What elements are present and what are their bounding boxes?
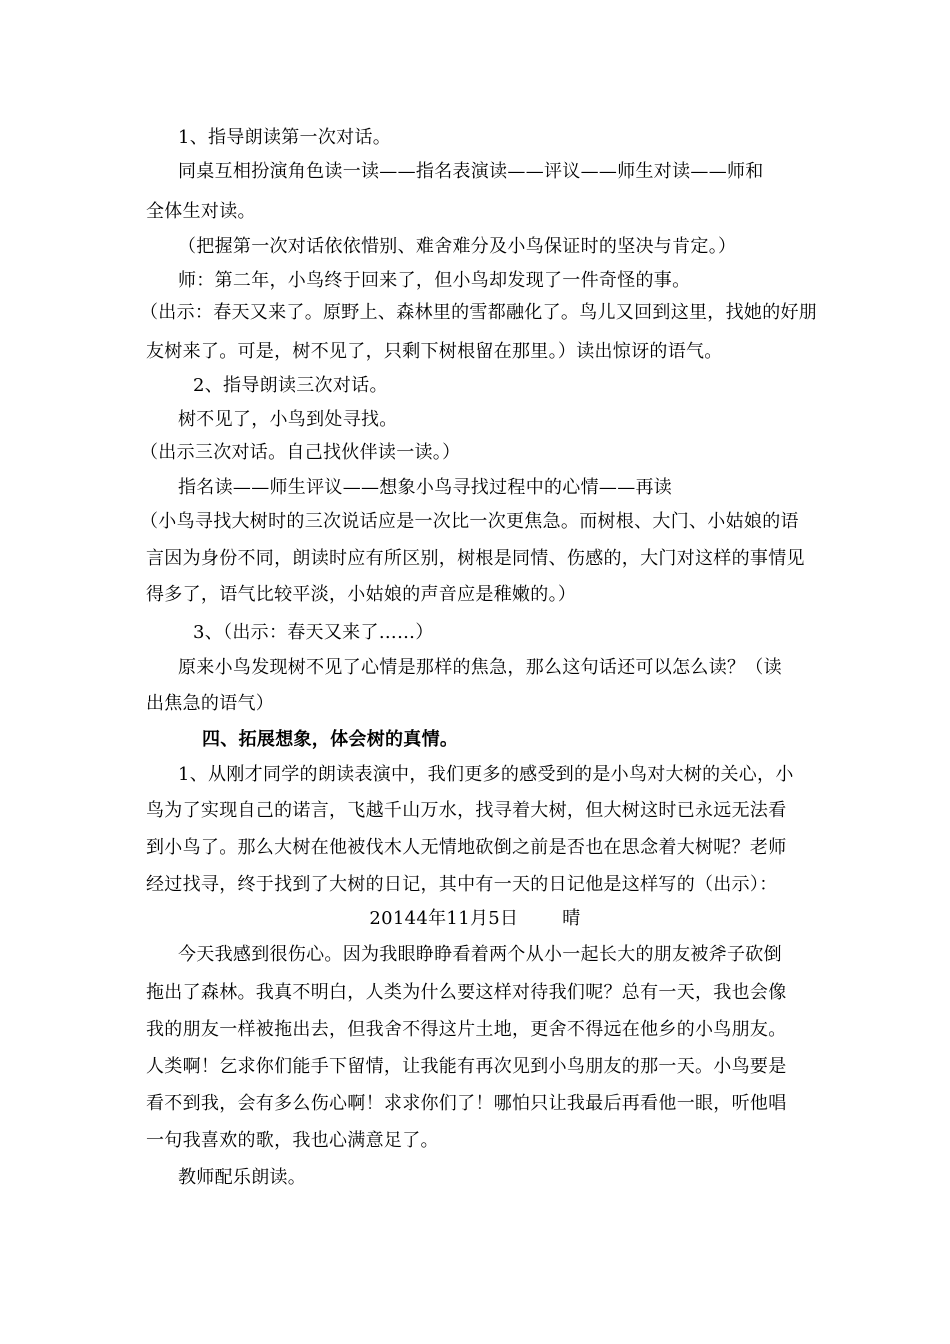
paragraph-line: 树不见了，小鸟到处寻找。: [178, 409, 398, 430]
diary-line: 一句我喜欢的歌，我也心满意足了。: [146, 1130, 439, 1151]
diary-line: 今天我感到很伤心。因为我眼睁睁看着两个从小一起长大的朋友被斧子砍倒: [178, 944, 782, 965]
diary-line: 拖出了森林。我真不明白，人类为什么要这样对待我们呢？总有一天，我也会像: [146, 982, 787, 1003]
paragraph-line: 同桌互相扮演角色读一读——指名表演读——评议——师生对读——师和: [178, 161, 764, 182]
paragraph-line: 1、从刚才同学的朗读表演中，我们更多的感受到的是小鸟对大树的关心，小: [178, 764, 794, 785]
step-1-heading: 1、指导朗读第一次对话。: [178, 127, 392, 148]
section-4-heading: 四、拓展想象，体会树的真情。: [202, 729, 459, 750]
diary-line: 我的朋友一样被拖出去，但我舍不得这片土地，更舍不得远在他乡的小鸟朋友。: [146, 1019, 787, 1040]
paragraph-line: 出焦急的语气）: [146, 693, 275, 714]
paragraph-line: （把握第一次对话依依惜别、难舍难分及小鸟保证时的坚决与肯定。）: [178, 236, 737, 257]
diary-weather: 晴: [562, 908, 581, 929]
paragraph-line: 师：第二年，小鸟终于回来了，但小鸟却发现了一件奇怪的事。: [178, 270, 691, 291]
diary-date: 20144年11月5日: [369, 908, 519, 929]
paragraph-line: 原来小鸟发现树不见了心情是那样的焦急，那么这句话还可以怎么读？（读: [178, 657, 782, 678]
paragraph-line: （小鸟寻找大树时的三次说话应是一次比一次更焦急。而树根、大门、小姑娘的语: [140, 511, 799, 532]
diary-line: 人类啊！乞求你们能手下留情，让我能有再次见到小鸟朋友的那一天。小鸟要是: [146, 1056, 787, 1077]
step-3-heading: 3、（出示：春天又来了……）: [193, 622, 434, 643]
paragraph-line: 友树来了。可是，树不见了，只剩下树根留在那里。）读出惊讶的语气。: [146, 341, 723, 362]
paragraph-line: 指名读——师生评议——想象小鸟寻找过程中的心情——再读: [178, 477, 673, 498]
paragraph-line: （出示：春天又来了。原野上、森林里的雪都融化了。鸟儿又回到这里，找她的好朋: [140, 302, 818, 323]
step-2-heading: 2、指导朗读三次对话。: [193, 375, 388, 396]
diary-date-line: [0, 907, 950, 931]
paragraph-line: 到小鸟了。那么大树在他被伐木人无情地砍倒之前是否也在思念着大树呢？老师: [146, 837, 787, 858]
paragraph-line: 全体生对读。: [146, 201, 256, 222]
paragraph-line: 教师配乐朗读。: [178, 1167, 307, 1188]
paragraph-line: 得多了，语气比较平淡，小姑娘的声音应是稚嫩的。）: [146, 584, 577, 605]
paragraph-line: 经过找寻，终于找到了大树的日记，其中有一天的日记他是这样写的（出示）：: [146, 874, 778, 895]
paragraph-line: 言因为身份不同，朗读时应有所区别，树根是同情、伤感的，大门对这样的事情见: [146, 548, 805, 569]
diary-line: 看不到我，会有多么伤心啊！求求你们了！哪怕只让我最后再看他一眼，听他唱: [146, 1093, 787, 1114]
paragraph-line: 鸟为了实现自己的诺言，飞越千山万水，找寻着大树，但大树这时已永远无法看: [146, 800, 787, 821]
paragraph-line: （出示三次对话。自己找伙伴读一读。）: [140, 442, 461, 463]
